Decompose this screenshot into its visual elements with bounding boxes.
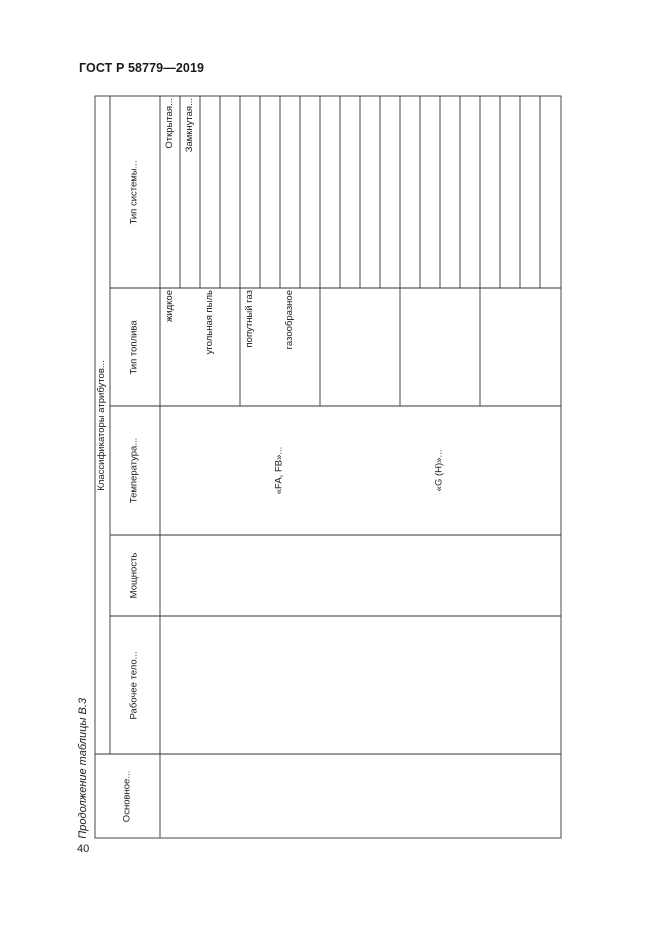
temperature-class: «G (H)»... (433, 449, 445, 492)
fuel-type: попутный газ (244, 290, 256, 348)
temperature-cell (400, 406, 480, 535)
header-equipment-box (95, 754, 160, 838)
header-power-box (110, 535, 160, 616)
header-fuel-box (110, 288, 160, 406)
header-working-body-box (110, 616, 160, 754)
fuel-cell (160, 290, 180, 404)
header-temperature-box (110, 406, 160, 535)
cooling-cell (160, 98, 180, 286)
document-standard-header: ГОСТ Р 58779—2019 (79, 61, 205, 75)
temperature-class: «FA, FB»... (273, 446, 285, 495)
header-power: Мощность (128, 552, 140, 599)
fuel-type: угольная пыль (204, 290, 216, 355)
header-group-title: Классификаторы атрибутов... (96, 359, 108, 491)
header-temperature: Температура... (128, 437, 140, 504)
header-equipment: Основное... (121, 770, 133, 822)
header-cooling: Тип системы... (128, 159, 140, 225)
cooling-type: Замкнутая... (184, 98, 196, 153)
temperature-cell (240, 406, 320, 535)
fuel-cell (240, 290, 260, 404)
fuel-cell (280, 290, 300, 404)
page-number: 40 (77, 843, 90, 855)
header-cooling-box (110, 96, 160, 288)
header-fuel: Тип топлива (128, 319, 140, 375)
header-working-body: Рабочее тело... (128, 650, 140, 720)
cooling-cell (180, 98, 200, 286)
table-caption: Продолжение таблицы В.3 (76, 698, 89, 838)
header-group-title-box (95, 96, 110, 754)
fuel-type: жидкое (164, 290, 176, 323)
fuel-cell (200, 290, 220, 404)
cooling-type: Открытая... (164, 98, 176, 149)
fuel-type: газообразное (284, 290, 296, 350)
